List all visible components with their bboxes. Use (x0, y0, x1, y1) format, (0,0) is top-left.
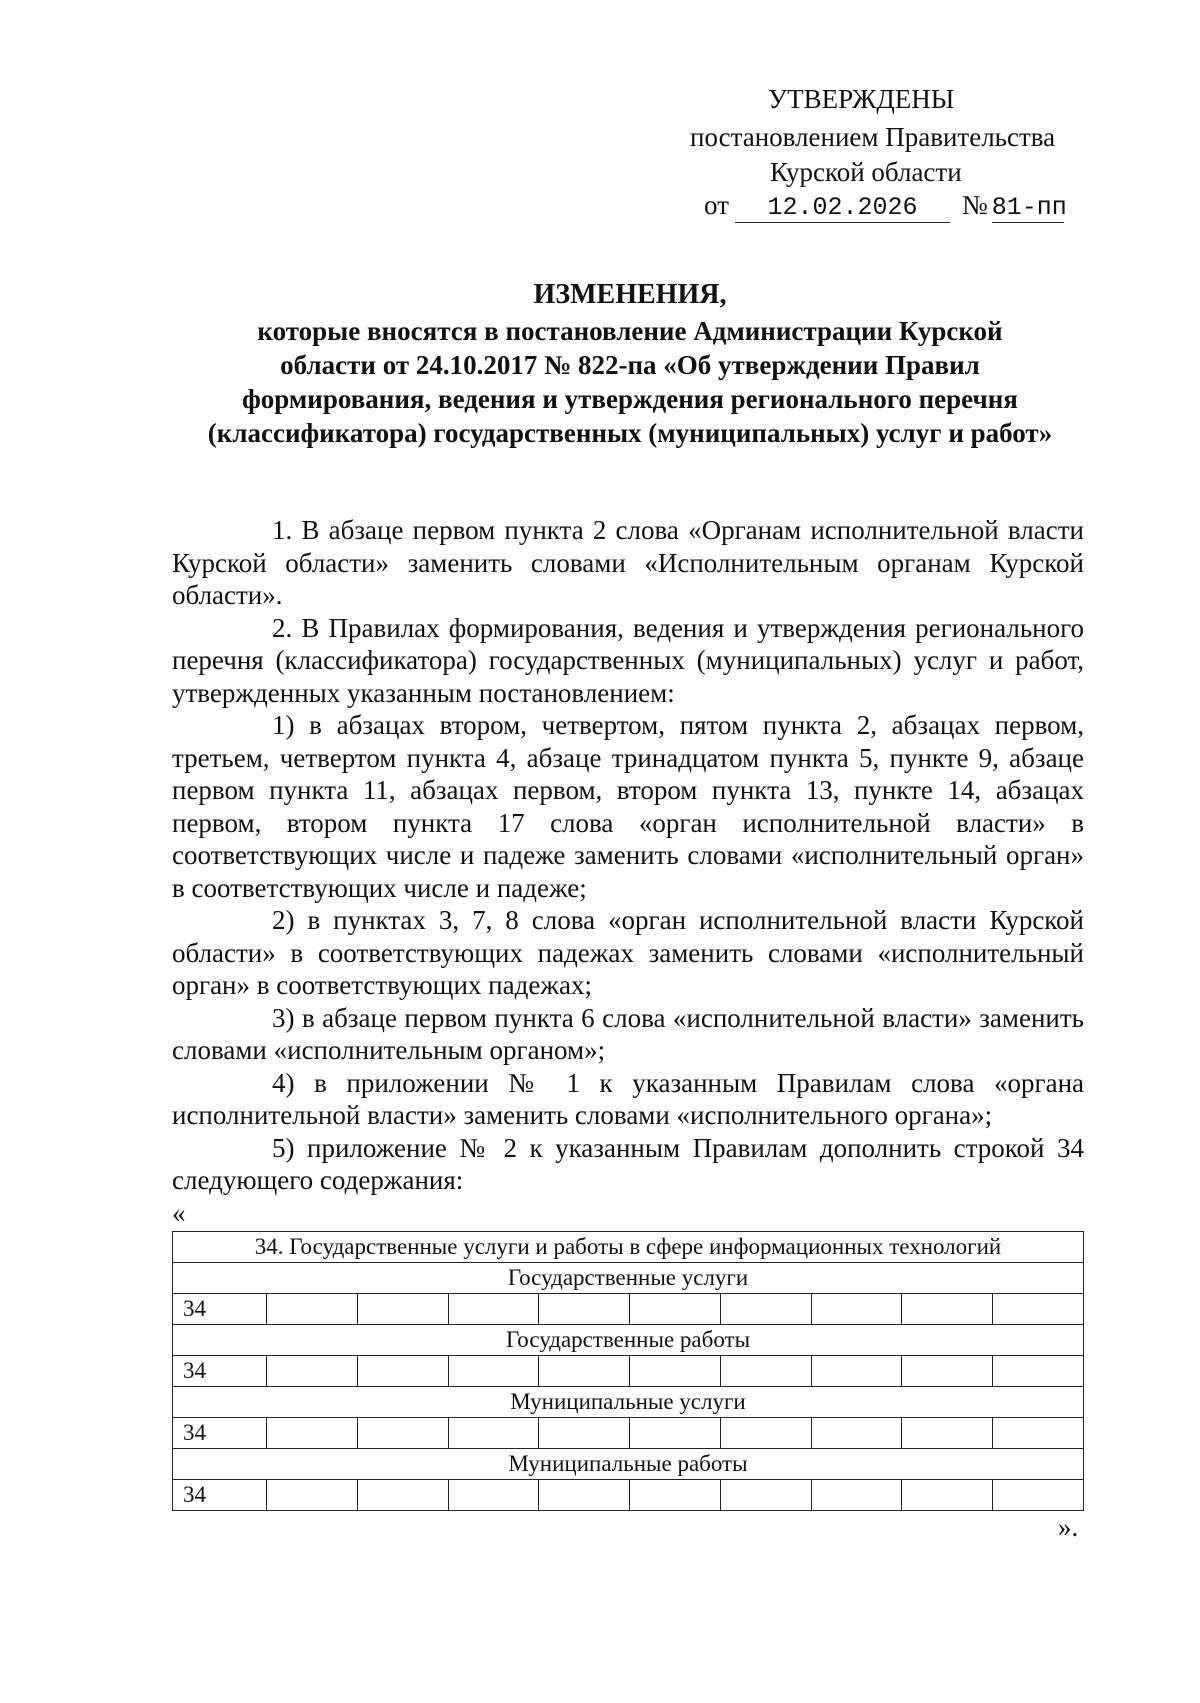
table-body (173, 1232, 1084, 1511)
table-cell (993, 1294, 1084, 1325)
table-cell (448, 1294, 539, 1325)
table-cell (539, 1418, 630, 1449)
heading-subtitle-line: области от 24.10.2017 № 822-па «Об утверждении Правил (280, 350, 980, 380)
table-cell (720, 1356, 811, 1387)
table-cell (902, 1480, 993, 1511)
table-cell (811, 1480, 902, 1511)
table-cell (357, 1356, 448, 1387)
section-heading: Государственные работы (173, 1325, 1084, 1356)
table-cell (448, 1418, 539, 1449)
subparagraph-3: 3) в абзаце первом пункта 6 слова «исполнительной власти» заменить словами «исполнительным органом»; (172, 1002, 1084, 1065)
table-cell (357, 1480, 448, 1511)
subparagraph-1: 1) в абзацах втором, четвертом, пятом пункта 2, абзацах первом, третьем, четвертом пункта 4, абзаце тринадцатом пункта 5, пункте 9, абзаце первом пункта 11, абзацах первом, втором пункта 13, пункте 14, абзацах первом, втором пункта 17 слова «орган исполнительной власти» в соответствующих числе и падеже заменить словами «исполнительный орган» в соответствующих числе и падеже; (172, 710, 1084, 903)
row-code-cell: 34 (173, 1356, 267, 1387)
table-row (173, 1356, 1084, 1387)
subparagraph-5: 5) приложение № 2 к указанным Правилам дополнить строкой 34 следующего содержания: (172, 1132, 1084, 1195)
row-code-cell: 34 (173, 1294, 267, 1325)
subparagraph-2: 2) в пунктах 3, 7, 8 слова «орган исполнительной власти Курской области» в соответствующих падежах заменить словами «исполнительный орган» в соответствующих падежах; (172, 905, 1084, 1000)
paragraph-1: 1. В абзаце первом пункта 2 слова «Органам исполнительной власти Курской области» заменить словами «Исполнительным органам Курской области». (172, 515, 1084, 610)
table-row (173, 1480, 1084, 1511)
document-body (172, 514, 1084, 1197)
table-title-row (173, 1232, 1084, 1263)
table-cell (267, 1480, 358, 1511)
section-heading: Государственные услуги (173, 1263, 1084, 1294)
table-cell (448, 1480, 539, 1511)
table-cell (630, 1294, 721, 1325)
table-cell (720, 1418, 811, 1449)
table-cell (539, 1480, 630, 1511)
table-cell (993, 1480, 1084, 1511)
table-cell (539, 1356, 630, 1387)
row-code-cell: 34 (173, 1480, 267, 1511)
table-cell (902, 1418, 993, 1449)
closing-quote: ». (1058, 1512, 1079, 1542)
approval-date: 12.02.2026 (735, 194, 950, 223)
section-heading: Муниципальные работы (173, 1449, 1084, 1480)
approval-number: 81-пп (991, 193, 1067, 222)
table-row (173, 1418, 1084, 1449)
approval-title: УТВЕРЖДЕНЫ (768, 84, 955, 114)
approval-line-3: Курской области (770, 157, 962, 187)
section-heading-row (173, 1449, 1084, 1480)
table-cell (267, 1356, 358, 1387)
table-cell (811, 1418, 902, 1449)
date-prefix: от (704, 190, 729, 220)
classifier-table (172, 1231, 1084, 1511)
section-heading-row (173, 1387, 1084, 1418)
table-cell (630, 1356, 721, 1387)
table-cell (902, 1356, 993, 1387)
table-cell (902, 1294, 993, 1325)
row-code-cell: 34 (173, 1418, 267, 1449)
table-cell (993, 1356, 1084, 1387)
table-cell (720, 1480, 811, 1511)
table-cell (267, 1418, 358, 1449)
table-cell (993, 1418, 1084, 1449)
table-cell (357, 1294, 448, 1325)
table-cell (357, 1418, 448, 1449)
approval-date-line (704, 188, 1067, 223)
heading-title: ИЗМЕНЕНИЯ, (533, 279, 727, 310)
table-cell (448, 1356, 539, 1387)
table-row (173, 1294, 1084, 1325)
table-cell (630, 1480, 721, 1511)
opening-quote: « (172, 1198, 186, 1228)
table-cell (630, 1418, 721, 1449)
table-cell (720, 1294, 811, 1325)
document-heading (160, 278, 1100, 450)
table-cell (811, 1356, 902, 1387)
heading-subtitle-line: (классификатора) государственных (муниципальных) услуг и работ» (207, 418, 1053, 448)
table-cell (811, 1294, 902, 1325)
subparagraph-4: 4) в приложении № 1 к указанным Правилам слова «органа исполнительной власти» заменить словами «исполнительного органа»; (172, 1067, 1084, 1130)
table-cell (539, 1294, 630, 1325)
table-title: 34. Государственные услуги и работы в сфере информационных технологий (173, 1232, 1084, 1263)
number-prefix: № (961, 190, 988, 220)
paragraph-2: 2. В Правилах формирования, ведения и утверждения регионального перечня (классификатора) государственных (муниципальных) услуг и работ, утвержденных указанным постановлением: (172, 612, 1084, 708)
heading-subtitle-line: формирования, ведения и утверждения регионального перечня (242, 384, 1018, 414)
table-cell (267, 1294, 358, 1325)
heading-subtitle-line: которые вносятся в постановление Администрации Курской (257, 316, 1003, 346)
section-heading-row (173, 1263, 1084, 1294)
section-heading-row (173, 1325, 1084, 1356)
approval-line-2: постановлением Правительства (690, 122, 1056, 152)
section-heading: Муниципальные услуги (173, 1387, 1084, 1418)
